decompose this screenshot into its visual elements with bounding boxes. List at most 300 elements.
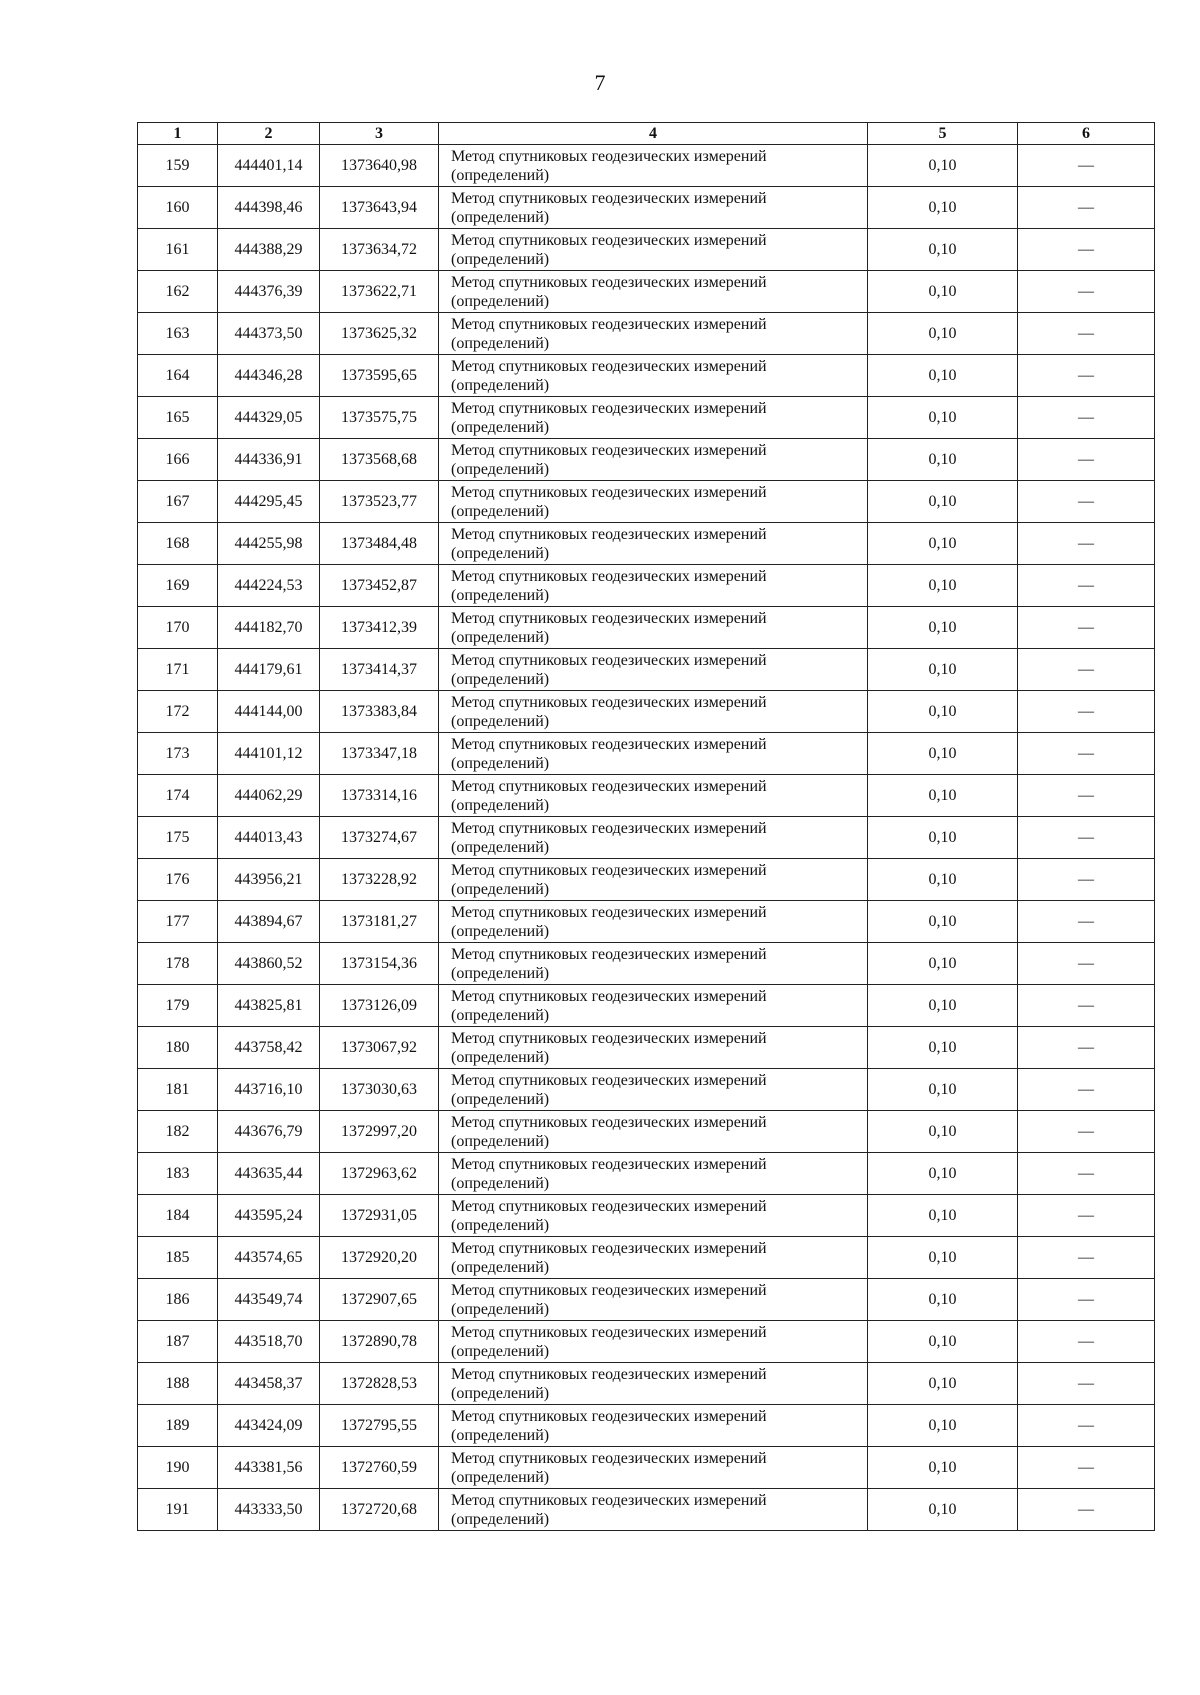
accuracy-cell: 0,10 (868, 1111, 1018, 1153)
method-line-1: Метод спутниковых геодезических измерений (451, 1407, 767, 1425)
table-row (138, 229, 1155, 271)
x-coordinate-cell: 443333,50 (218, 1489, 320, 1531)
point-number-cell: 181 (138, 1069, 218, 1111)
method-line-2: (определений) (451, 754, 550, 772)
point-number-cell: 176 (138, 859, 218, 901)
table-row (138, 1363, 1155, 1405)
y-coordinate-cell: 1372760,59 (320, 1447, 439, 1489)
method-cell (439, 817, 868, 859)
method-cell (439, 1447, 868, 1489)
method-cell (439, 439, 868, 481)
method-cell (439, 355, 868, 397)
point-number-cell: 173 (138, 733, 218, 775)
method-line-2: (определений) (451, 1384, 550, 1402)
method-cell (439, 1363, 868, 1405)
method-cell (439, 1237, 868, 1279)
point-number-cell: 167 (138, 481, 218, 523)
table-row (138, 775, 1155, 817)
description-cell: — (1018, 733, 1155, 775)
accuracy-cell: 0,10 (868, 943, 1018, 985)
method-line-2: (определений) (451, 1468, 550, 1486)
x-coordinate-cell: 444224,53 (218, 565, 320, 607)
description-cell: — (1018, 1111, 1155, 1153)
point-number-cell: 189 (138, 1405, 218, 1447)
point-number-cell: 172 (138, 691, 218, 733)
point-number-cell: 163 (138, 313, 218, 355)
method-cell (439, 481, 868, 523)
description-cell: — (1018, 313, 1155, 355)
table-row (138, 355, 1155, 397)
accuracy-cell: 0,10 (868, 313, 1018, 355)
method-line-1: Метод спутниковых геодезических измерений (451, 399, 767, 417)
point-number-cell: 188 (138, 1363, 218, 1405)
method-line-1: Метод спутниковых геодезических измерений (451, 315, 767, 333)
method-line-2: (определений) (451, 292, 550, 310)
table-row (138, 607, 1155, 649)
table-row (138, 859, 1155, 901)
method-cell (439, 943, 868, 985)
method-line-2: (определений) (451, 922, 550, 940)
y-coordinate-cell: 1373412,39 (320, 607, 439, 649)
method-cell (439, 733, 868, 775)
description-cell: — (1018, 901, 1155, 943)
y-coordinate-cell: 1373347,18 (320, 733, 439, 775)
method-line-1: Метод спутниковых геодезических измерений (451, 567, 767, 585)
accuracy-cell: 0,10 (868, 565, 1018, 607)
method-line-2: (определений) (451, 1426, 550, 1444)
column-header-1: 1 (138, 123, 218, 145)
method-line-1: Метод спутниковых геодезических измерений (451, 987, 767, 1005)
point-number-cell: 171 (138, 649, 218, 691)
y-coordinate-cell: 1373030,63 (320, 1069, 439, 1111)
x-coordinate-cell: 443458,37 (218, 1363, 320, 1405)
accuracy-cell: 0,10 (868, 817, 1018, 859)
y-coordinate-cell: 1372997,20 (320, 1111, 439, 1153)
description-cell: — (1018, 1069, 1155, 1111)
method-line-1: Метод спутниковых геодезических измерений (451, 1281, 767, 1299)
column-header-2: 2 (218, 123, 320, 145)
accuracy-cell: 0,10 (868, 985, 1018, 1027)
method-line-2: (определений) (451, 964, 550, 982)
x-coordinate-cell: 444062,29 (218, 775, 320, 817)
point-number-cell: 178 (138, 943, 218, 985)
method-line-1: Метод спутниковых геодезических измерений (451, 189, 767, 207)
x-coordinate-cell: 444179,61 (218, 649, 320, 691)
description-cell: — (1018, 397, 1155, 439)
x-coordinate-cell: 444255,98 (218, 523, 320, 565)
y-coordinate-cell: 1373484,48 (320, 523, 439, 565)
method-cell (439, 1195, 868, 1237)
method-line-1: Метод спутниковых геодезических измерений (451, 861, 767, 879)
method-cell (439, 565, 868, 607)
method-cell (439, 649, 868, 691)
description-cell: — (1018, 691, 1155, 733)
method-line-2: (определений) (451, 460, 550, 478)
y-coordinate-cell: 1372963,62 (320, 1153, 439, 1195)
method-line-1: Метод спутниковых геодезических измерений (451, 1449, 767, 1467)
accuracy-cell: 0,10 (868, 607, 1018, 649)
method-line-1: Метод спутниковых геодезических измерений (451, 525, 767, 543)
y-coordinate-cell: 1373452,87 (320, 565, 439, 607)
point-number-cell: 179 (138, 985, 218, 1027)
method-line-2: (определений) (451, 1006, 550, 1024)
accuracy-cell: 0,10 (868, 733, 1018, 775)
table-row (138, 271, 1155, 313)
method-line-1: Метод спутниковых геодезических измерений (451, 273, 767, 291)
method-line-1: Метод спутниковых геодезических измерений (451, 231, 767, 249)
method-line-1: Метод спутниковых геодезических измерений (451, 1323, 767, 1341)
y-coordinate-cell: 1373643,94 (320, 187, 439, 229)
point-number-cell: 182 (138, 1111, 218, 1153)
method-cell (439, 313, 868, 355)
point-number-cell: 165 (138, 397, 218, 439)
method-line-1: Метод спутниковых геодезических измерений (451, 1029, 767, 1047)
description-cell: — (1018, 859, 1155, 901)
point-number-cell: 191 (138, 1489, 218, 1531)
page-number: 7 (594, 70, 606, 95)
table-row (138, 943, 1155, 985)
point-number-cell: 174 (138, 775, 218, 817)
table-row (138, 1153, 1155, 1195)
y-coordinate-cell: 1373568,68 (320, 439, 439, 481)
table-row (138, 649, 1155, 691)
method-cell (439, 1405, 868, 1447)
accuracy-cell: 0,10 (868, 691, 1018, 733)
method-line-2: (определений) (451, 250, 550, 268)
method-line-1: Метод спутниковых геодезических измерений (451, 1155, 767, 1173)
method-cell (439, 859, 868, 901)
y-coordinate-cell: 1372795,55 (320, 1405, 439, 1447)
accuracy-cell: 0,10 (868, 901, 1018, 943)
column-header-3: 3 (320, 123, 439, 145)
method-line-2: (определений) (451, 544, 550, 562)
header-row (138, 123, 1155, 145)
method-line-2: (определений) (451, 334, 550, 352)
y-coordinate-cell: 1373274,67 (320, 817, 439, 859)
accuracy-cell: 0,10 (868, 1195, 1018, 1237)
method-line-2: (определений) (451, 712, 550, 730)
method-cell (439, 901, 868, 943)
accuracy-cell: 0,10 (868, 1489, 1018, 1531)
x-coordinate-cell: 444144,00 (218, 691, 320, 733)
method-line-1: Метод спутниковых геодезических измерений (451, 735, 767, 753)
accuracy-cell: 0,10 (868, 523, 1018, 565)
method-cell (439, 1111, 868, 1153)
accuracy-cell: 0,10 (868, 355, 1018, 397)
x-coordinate-cell: 443635,44 (218, 1153, 320, 1195)
description-cell: — (1018, 565, 1155, 607)
x-coordinate-cell: 444101,12 (218, 733, 320, 775)
point-number-cell: 168 (138, 523, 218, 565)
table-row (138, 1405, 1155, 1447)
method-line-2: (определений) (451, 838, 550, 856)
y-coordinate-cell: 1372890,78 (320, 1321, 439, 1363)
accuracy-cell: 0,10 (868, 1279, 1018, 1321)
y-coordinate-cell: 1372828,53 (320, 1363, 439, 1405)
y-coordinate-cell: 1373154,36 (320, 943, 439, 985)
x-coordinate-cell: 443595,24 (218, 1195, 320, 1237)
accuracy-cell: 0,10 (868, 1027, 1018, 1069)
method-cell (439, 145, 868, 187)
y-coordinate-cell: 1372720,68 (320, 1489, 439, 1531)
x-coordinate-cell: 444336,91 (218, 439, 320, 481)
description-cell: — (1018, 229, 1155, 271)
method-line-1: Метод спутниковых геодезических измерений (451, 1239, 767, 1257)
y-coordinate-cell: 1373595,65 (320, 355, 439, 397)
table-row (138, 901, 1155, 943)
method-line-2: (определений) (451, 1090, 550, 1108)
table-row (138, 187, 1155, 229)
table-row (138, 1237, 1155, 1279)
method-cell (439, 1069, 868, 1111)
column-header-5: 5 (868, 123, 1018, 145)
y-coordinate-cell: 1373228,92 (320, 859, 439, 901)
description-cell: — (1018, 1237, 1155, 1279)
method-line-2: (определений) (451, 1048, 550, 1066)
method-line-2: (определений) (451, 880, 550, 898)
x-coordinate-cell: 443860,52 (218, 943, 320, 985)
description-cell: — (1018, 271, 1155, 313)
description-cell: — (1018, 523, 1155, 565)
y-coordinate-cell: 1373640,98 (320, 145, 439, 187)
table-row (138, 313, 1155, 355)
method-cell (439, 607, 868, 649)
point-number-cell: 186 (138, 1279, 218, 1321)
method-cell (439, 1027, 868, 1069)
description-cell: — (1018, 1405, 1155, 1447)
method-line-2: (определений) (451, 1510, 550, 1528)
table-row (138, 565, 1155, 607)
method-line-2: (определений) (451, 1216, 550, 1234)
point-number-cell: 187 (138, 1321, 218, 1363)
y-coordinate-cell: 1373126,09 (320, 985, 439, 1027)
accuracy-cell: 0,10 (868, 1321, 1018, 1363)
table-row (138, 439, 1155, 481)
accuracy-cell: 0,10 (868, 1069, 1018, 1111)
method-line-1: Метод спутниковых геодезических измерений (451, 945, 767, 963)
table-row (138, 817, 1155, 859)
method-cell (439, 691, 868, 733)
method-cell (439, 1321, 868, 1363)
y-coordinate-cell: 1372931,05 (320, 1195, 439, 1237)
method-line-1: Метод спутниковых геодезических измерений (451, 693, 767, 711)
method-cell (439, 1279, 868, 1321)
method-line-2: (определений) (451, 1300, 550, 1318)
point-number-cell: 161 (138, 229, 218, 271)
x-coordinate-cell: 443894,67 (218, 901, 320, 943)
description-cell: — (1018, 1447, 1155, 1489)
table-row (138, 985, 1155, 1027)
point-number-cell: 183 (138, 1153, 218, 1195)
description-cell: — (1018, 1153, 1155, 1195)
accuracy-cell: 0,10 (868, 859, 1018, 901)
y-coordinate-cell: 1373181,27 (320, 901, 439, 943)
x-coordinate-cell: 444346,28 (218, 355, 320, 397)
x-coordinate-cell: 443574,65 (218, 1237, 320, 1279)
description-cell: — (1018, 775, 1155, 817)
method-cell (439, 229, 868, 271)
table-row (138, 1195, 1155, 1237)
description-cell: — (1018, 355, 1155, 397)
table-row (138, 1321, 1155, 1363)
method-cell (439, 1153, 868, 1195)
description-cell: — (1018, 649, 1155, 691)
method-cell (439, 985, 868, 1027)
y-coordinate-cell: 1372907,65 (320, 1279, 439, 1321)
table-row (138, 1279, 1155, 1321)
point-number-cell: 169 (138, 565, 218, 607)
method-line-2: (определений) (451, 628, 550, 646)
y-coordinate-cell: 1372920,20 (320, 1237, 439, 1279)
description-cell: — (1018, 1279, 1155, 1321)
table-row (138, 397, 1155, 439)
accuracy-cell: 0,10 (868, 1447, 1018, 1489)
description-cell: — (1018, 145, 1155, 187)
method-line-1: Метод спутниковых геодезических измерений (451, 357, 767, 375)
method-line-1: Метод спутниковых геодезических измерений (451, 147, 767, 165)
point-number-cell: 166 (138, 439, 218, 481)
method-line-2: (определений) (451, 1174, 550, 1192)
table-row (138, 523, 1155, 565)
method-line-2: (определений) (451, 1258, 550, 1276)
table-row (138, 1111, 1155, 1153)
method-line-2: (определений) (451, 502, 550, 520)
point-number-cell: 177 (138, 901, 218, 943)
accuracy-cell: 0,10 (868, 229, 1018, 271)
y-coordinate-cell: 1373067,92 (320, 1027, 439, 1069)
point-number-cell: 184 (138, 1195, 218, 1237)
table-body (138, 145, 1155, 1531)
description-cell: — (1018, 817, 1155, 859)
accuracy-cell: 0,10 (868, 397, 1018, 439)
accuracy-cell: 0,10 (868, 775, 1018, 817)
y-coordinate-cell: 1373314,16 (320, 775, 439, 817)
method-line-1: Метод спутниковых геодезических измерений (451, 819, 767, 837)
description-cell: — (1018, 1363, 1155, 1405)
method-line-2: (определений) (451, 418, 550, 436)
y-coordinate-cell: 1373625,32 (320, 313, 439, 355)
accuracy-cell: 0,10 (868, 439, 1018, 481)
description-cell: — (1018, 985, 1155, 1027)
accuracy-cell: 0,10 (868, 145, 1018, 187)
x-coordinate-cell: 444182,70 (218, 607, 320, 649)
point-number-cell: 159 (138, 145, 218, 187)
method-line-2: (определений) (451, 796, 550, 814)
x-coordinate-cell: 443518,70 (218, 1321, 320, 1363)
y-coordinate-cell: 1373523,77 (320, 481, 439, 523)
method-line-1: Метод спутниковых геодезических измерений (451, 903, 767, 921)
method-line-2: (определений) (451, 670, 550, 688)
description-cell: — (1018, 943, 1155, 985)
method-line-2: (определений) (451, 586, 550, 604)
method-line-1: Метод спутниковых геодезических измерений (451, 1197, 767, 1215)
table-row (138, 1069, 1155, 1111)
x-coordinate-cell: 444388,29 (218, 229, 320, 271)
accuracy-cell: 0,10 (868, 1153, 1018, 1195)
description-cell: — (1018, 481, 1155, 523)
table-row (138, 691, 1155, 733)
description-cell: — (1018, 1027, 1155, 1069)
x-coordinate-cell: 444401,14 (218, 145, 320, 187)
description-cell: — (1018, 1321, 1155, 1363)
column-header-6: 6 (1018, 123, 1155, 145)
method-line-1: Метод спутниковых геодезических измерений (451, 1491, 767, 1509)
description-cell: — (1018, 187, 1155, 229)
accuracy-cell: 0,10 (868, 481, 1018, 523)
accuracy-cell: 0,10 (868, 1405, 1018, 1447)
method-cell (439, 397, 868, 439)
method-line-1: Метод спутниковых геодезических измерений (451, 609, 767, 627)
accuracy-cell: 0,10 (868, 649, 1018, 691)
y-coordinate-cell: 1373634,72 (320, 229, 439, 271)
method-cell (439, 271, 868, 313)
x-coordinate-cell: 444373,50 (218, 313, 320, 355)
method-line-1: Метод спутниковых геодезических измерений (451, 441, 767, 459)
x-coordinate-cell: 443716,10 (218, 1069, 320, 1111)
method-line-1: Метод спутниковых геодезических измерений (451, 1071, 767, 1089)
column-header-4: 4 (439, 123, 868, 145)
x-coordinate-cell: 444329,05 (218, 397, 320, 439)
point-number-cell: 160 (138, 187, 218, 229)
description-cell: — (1018, 439, 1155, 481)
description-cell: — (1018, 1489, 1155, 1531)
x-coordinate-cell: 443956,21 (218, 859, 320, 901)
method-cell (439, 1489, 868, 1531)
method-line-1: Метод спутниковых геодезических измерений (451, 651, 767, 669)
table-row (138, 733, 1155, 775)
accuracy-cell: 0,10 (868, 1237, 1018, 1279)
x-coordinate-cell: 443676,79 (218, 1111, 320, 1153)
x-coordinate-cell: 444013,43 (218, 817, 320, 859)
method-line-2: (определений) (451, 1342, 550, 1360)
table-row (138, 481, 1155, 523)
method-cell (439, 187, 868, 229)
point-number-cell: 190 (138, 1447, 218, 1489)
point-number-cell: 162 (138, 271, 218, 313)
description-cell: — (1018, 607, 1155, 649)
y-coordinate-cell: 1373414,37 (320, 649, 439, 691)
method-cell (439, 775, 868, 817)
x-coordinate-cell: 443424,09 (218, 1405, 320, 1447)
table-row (138, 145, 1155, 187)
method-line-1: Метод спутниковых геодезических измерений (451, 1365, 767, 1383)
accuracy-cell: 0,10 (868, 187, 1018, 229)
table-row (138, 1027, 1155, 1069)
point-number-cell: 175 (138, 817, 218, 859)
point-number-cell: 164 (138, 355, 218, 397)
method-cell (439, 523, 868, 565)
x-coordinate-cell: 443381,56 (218, 1447, 320, 1489)
method-line-2: (определений) (451, 166, 550, 184)
coordinates-table (137, 122, 1155, 1531)
x-coordinate-cell: 444398,46 (218, 187, 320, 229)
accuracy-cell: 0,10 (868, 271, 1018, 313)
method-line-2: (определений) (451, 1132, 550, 1150)
x-coordinate-cell: 443758,42 (218, 1027, 320, 1069)
table-row (138, 1447, 1155, 1489)
point-number-cell: 180 (138, 1027, 218, 1069)
y-coordinate-cell: 1373575,75 (320, 397, 439, 439)
x-coordinate-cell: 443825,81 (218, 985, 320, 1027)
method-line-2: (определений) (451, 376, 550, 394)
table-header (138, 123, 1155, 145)
x-coordinate-cell: 444376,39 (218, 271, 320, 313)
table-row (138, 1489, 1155, 1531)
method-line-1: Метод спутниковых геодезических измерений (451, 777, 767, 795)
description-cell: — (1018, 1195, 1155, 1237)
point-number-cell: 185 (138, 1237, 218, 1279)
y-coordinate-cell: 1373622,71 (320, 271, 439, 313)
